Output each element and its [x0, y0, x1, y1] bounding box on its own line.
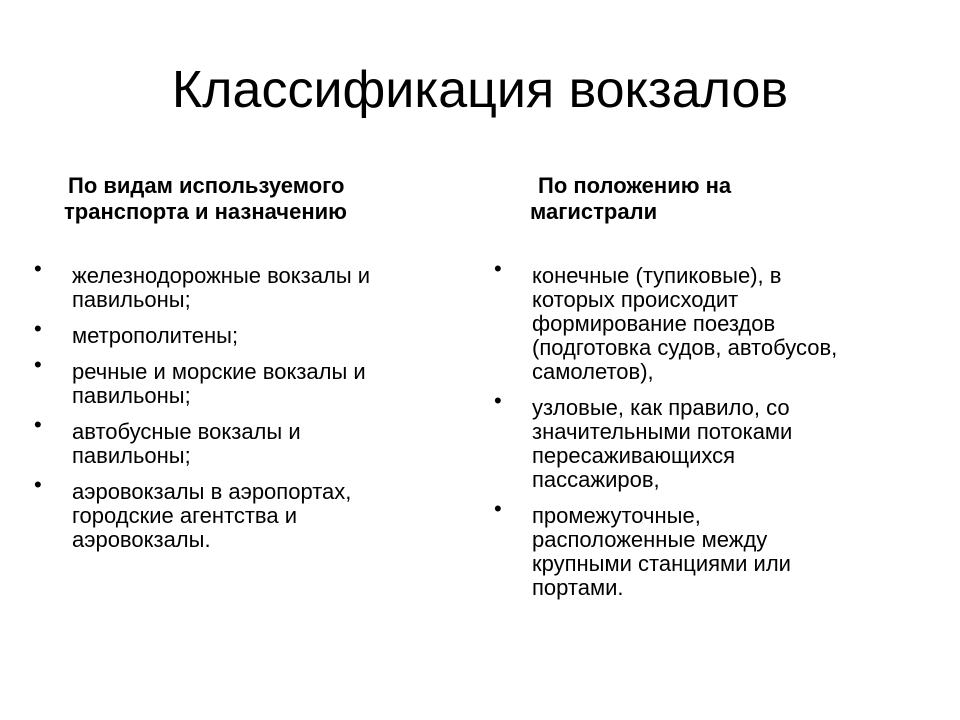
item-line: павильоны; — [72, 287, 191, 312]
item-text — [72, 480, 464, 552]
heading-line: магистрали — [530, 199, 658, 224]
column-heading — [494, 173, 934, 225]
heading-line: По видам используемого — [68, 173, 345, 198]
list-item — [34, 316, 464, 348]
item-line: которых происходит — [532, 287, 739, 312]
bullet-list — [494, 256, 934, 600]
bullet-list — [34, 256, 464, 552]
list-item — [494, 388, 934, 492]
column-mainline-position — [494, 173, 934, 612]
list-item — [34, 352, 464, 408]
item-line: крупными станциями или — [532, 551, 791, 576]
item-line: пассажиров, — [532, 467, 660, 492]
list-item — [34, 472, 464, 552]
item-line: формирование поездов — [532, 311, 776, 336]
column-transport-type — [34, 173, 464, 564]
bullet-icon: • — [494, 256, 502, 281]
item-line: автобусные вокзалы и — [72, 419, 301, 444]
item-text — [532, 504, 934, 600]
item-line: павильоны; — [72, 383, 191, 408]
heading-line: транспорта и назначению — [64, 199, 347, 224]
bullet-icon: • — [494, 496, 502, 521]
item-line: портами. — [532, 575, 624, 600]
item-line: пересаживающихся — [532, 443, 736, 468]
heading-line: По положению на — [538, 173, 732, 198]
item-text — [72, 360, 464, 408]
list-item — [494, 496, 934, 600]
item-line: железнодорожные вокзалы и — [72, 263, 371, 288]
list-item — [34, 412, 464, 468]
bullet-icon: • — [34, 352, 42, 377]
item-text — [72, 324, 464, 348]
list-item — [494, 256, 934, 384]
bullet-icon: • — [34, 472, 42, 497]
item-line: конечные (тупиковые), в — [532, 263, 782, 288]
list-item — [34, 256, 464, 312]
item-line: городские агентства и — [72, 503, 298, 528]
bullet-icon: • — [34, 316, 42, 341]
item-line: аэровокзалы в аэропортах, — [72, 479, 352, 504]
item-line: речные и морские вокзалы и — [72, 359, 366, 384]
item-line: расположенные между — [532, 527, 768, 552]
column-heading — [34, 173, 464, 225]
item-text — [72, 264, 464, 312]
bullet-icon: • — [494, 388, 502, 413]
item-line: (подготовка судов, автобусов, — [532, 335, 838, 360]
item-line: промежуточные, — [532, 503, 701, 528]
slide-title: Классификация вокзалов — [171, 61, 789, 119]
bullet-icon: • — [34, 256, 42, 281]
item-line: узловые, как правило, со — [532, 395, 790, 420]
item-line: значительными потоками — [532, 419, 793, 444]
bullet-icon: • — [34, 412, 42, 437]
item-text — [532, 264, 934, 384]
item-text — [532, 396, 934, 492]
item-line: аэровокзалы. — [72, 527, 211, 552]
item-text — [72, 420, 464, 468]
item-line: метрополитены; — [72, 323, 239, 348]
item-line: самолетов), — [532, 359, 654, 384]
item-line: павильоны; — [72, 443, 191, 468]
